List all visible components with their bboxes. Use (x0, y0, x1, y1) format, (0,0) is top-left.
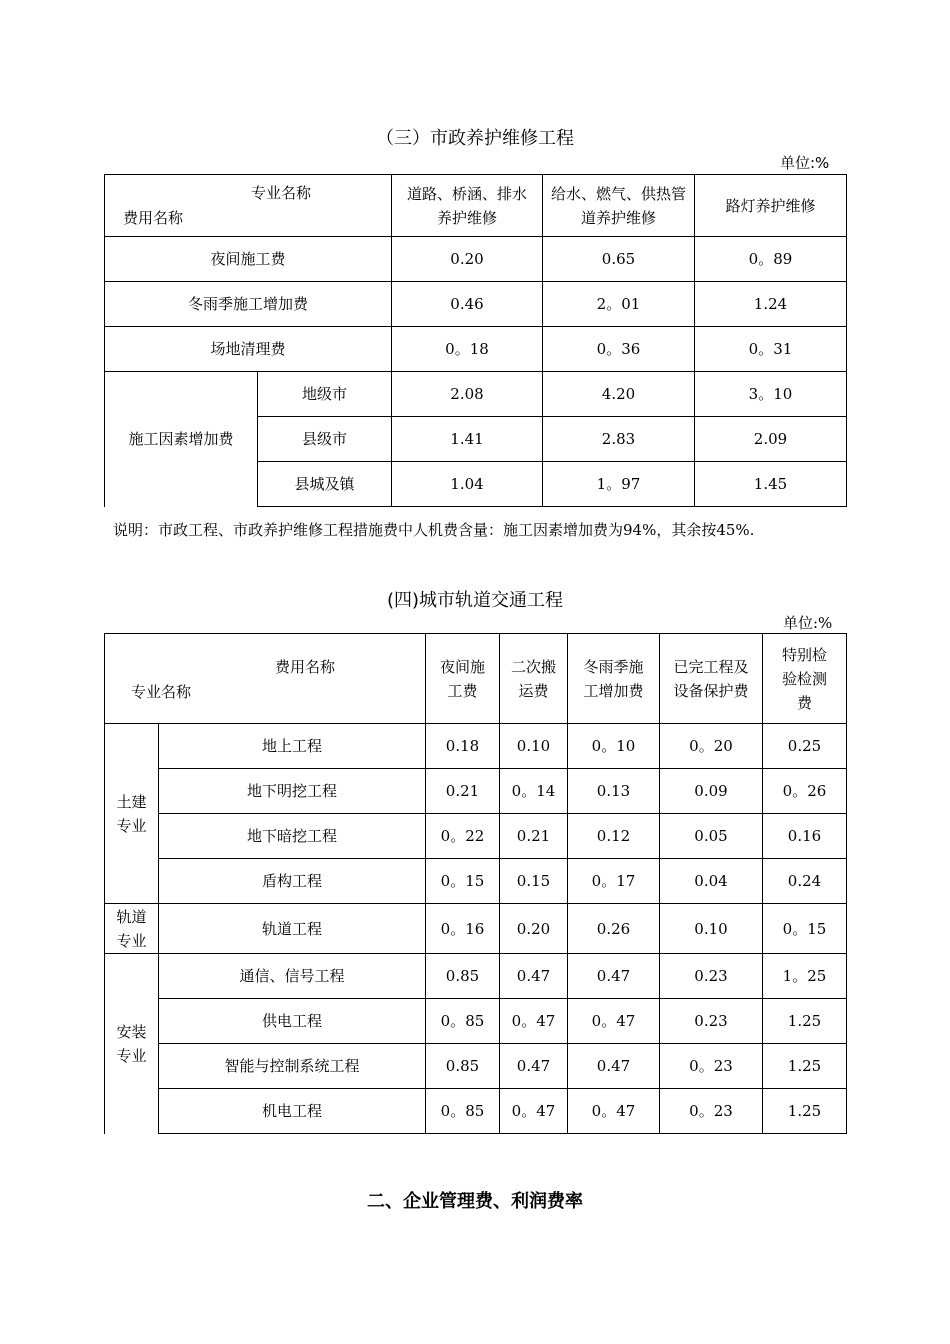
cell-value: 0.85 (426, 954, 500, 999)
cell-value: 2.08 (392, 372, 543, 417)
cell-value: 3。10 (695, 372, 847, 417)
section4-col-header: 已完工程及设备保护费 (660, 634, 763, 724)
group-label: 轨道专业 (105, 904, 159, 954)
cell-value: 0.15 (500, 859, 568, 904)
group-label: 安装专业 (105, 954, 159, 1134)
cell-value: 0。10 (568, 724, 660, 769)
cell-value: 0.21 (426, 769, 500, 814)
cell-value: 0。18 (392, 327, 543, 372)
cell-value: 0.26 (568, 904, 660, 954)
cell-value: 0。47 (500, 1089, 568, 1134)
section3-unit: 单位:% (780, 154, 830, 172)
section4-title: (四)城市轨道交通工程 (386, 590, 564, 611)
section4-corner-header (105, 634, 426, 724)
section3-note: 说明：市政工程、市政养护维修工程措施费中人机费含量：施工因素增加费为94%，其余按45%. (113, 521, 755, 539)
section3-corner-top: 专业名称 (251, 184, 312, 202)
row-label: 机电工程 (159, 1089, 426, 1134)
cell-value: 0.46 (392, 282, 543, 327)
cell-value: 0。47 (568, 999, 660, 1044)
cell-value: 1.45 (695, 462, 847, 507)
cell-value: 0.20 (392, 237, 543, 282)
cell-value: 0.13 (568, 769, 660, 814)
cell-value: 0.12 (568, 814, 660, 859)
section3-col3-header: 路灯养护维修 (695, 175, 847, 237)
cell-value: 0。85 (426, 999, 500, 1044)
cell-value: 0.47 (500, 954, 568, 999)
cell-value: 0.47 (568, 1044, 660, 1089)
cell-value: 0.20 (500, 904, 568, 954)
cell-value: 0.85 (426, 1044, 500, 1089)
cell-value: 0。85 (426, 1089, 500, 1134)
row-label: 县城及镇 (258, 462, 392, 507)
cell-value: 1.04 (392, 462, 543, 507)
section4-col-header: 特别检验检测费 (763, 634, 847, 724)
row-label: 夜间施工费 (105, 237, 392, 282)
cell-value: 0.16 (763, 814, 847, 859)
cell-value: 0。23 (660, 1044, 763, 1089)
cell-value: 0。16 (426, 904, 500, 954)
cell-value: 0.10 (500, 724, 568, 769)
section3-col1-header: 道路、桥涵、排水养护维修 (392, 175, 543, 237)
cell-value: 0。22 (426, 814, 500, 859)
section3-corner-bottom: 费用名称 (123, 209, 184, 227)
cell-value: 0.47 (568, 954, 660, 999)
cell-value: 1.25 (763, 1089, 847, 1134)
cell-value: 1.25 (763, 999, 847, 1044)
row-label: 冬雨季施工增加费 (105, 282, 392, 327)
cell-value: 0.47 (500, 1044, 568, 1089)
cell-value: 0。31 (695, 327, 847, 372)
section4-col-header: 二次搬运费 (500, 634, 568, 724)
row-label: 地级市 (258, 372, 392, 417)
cell-value: 4.20 (543, 372, 695, 417)
cell-value: 0.10 (660, 904, 763, 954)
group-label: 土建专业 (105, 724, 159, 904)
row-label: 通信、信号工程 (159, 954, 426, 999)
cell-value: 0。26 (763, 769, 847, 814)
cell-value: 0.23 (660, 954, 763, 999)
section4-col-header: 夜间施工费 (426, 634, 500, 724)
cell-value: 1.25 (763, 1044, 847, 1089)
cell-value: 0.05 (660, 814, 763, 859)
cell-value: 0。14 (500, 769, 568, 814)
cell-value: 0。17 (568, 859, 660, 904)
group-label: 施工因素增加费 (105, 372, 258, 507)
row-label: 地上工程 (159, 724, 426, 769)
cell-value: 0.18 (426, 724, 500, 769)
cell-value: 0。36 (543, 327, 695, 372)
section3-col2-header: 给水、燃气、供热管道养护维修 (543, 175, 695, 237)
row-label: 地下暗挖工程 (159, 814, 426, 859)
cell-value: 0.24 (763, 859, 847, 904)
cell-value: 0.09 (660, 769, 763, 814)
cell-value: 2.83 (543, 417, 695, 462)
cell-value: 0.25 (763, 724, 847, 769)
cell-value: 0。47 (500, 999, 568, 1044)
cell-value: 0。20 (660, 724, 763, 769)
section4-corner-bottom: 专业名称 (131, 683, 192, 701)
section4-col-header: 冬雨季施工增加费 (568, 634, 660, 724)
cell-value: 0。23 (660, 1089, 763, 1134)
section4-unit: 单位:% (783, 614, 833, 632)
section3-corner-header (105, 175, 392, 237)
cell-value: 1。25 (763, 954, 847, 999)
row-label: 供电工程 (159, 999, 426, 1044)
cell-value: 0.65 (543, 237, 695, 282)
cell-value: 0。47 (568, 1089, 660, 1134)
section4-table (104, 633, 847, 1134)
cell-value: 0.23 (660, 999, 763, 1044)
cell-value: 0。89 (695, 237, 847, 282)
row-label: 轨道工程 (159, 904, 426, 954)
cell-value: 1.41 (392, 417, 543, 462)
cell-value: 0.21 (500, 814, 568, 859)
cell-value: 1.24 (695, 282, 847, 327)
row-label: 场地清理费 (105, 327, 392, 372)
row-label: 地下明挖工程 (159, 769, 426, 814)
row-label: 县级市 (258, 417, 392, 462)
cell-value: 0。15 (763, 904, 847, 954)
cell-value: 2.09 (695, 417, 847, 462)
row-label: 盾构工程 (159, 859, 426, 904)
section3-title: （三）市政养护维修工程 (376, 128, 574, 149)
section-next-title: 二、企业管理费、利润费率 (367, 1191, 583, 1212)
section4-corner-top: 费用名称 (275, 658, 336, 676)
cell-value: 0.04 (660, 859, 763, 904)
cell-value: 1。97 (543, 462, 695, 507)
cell-value: 0。15 (426, 859, 500, 904)
row-label: 智能与控制系统工程 (159, 1044, 426, 1089)
section3-table (104, 174, 847, 507)
cell-value: 2。01 (543, 282, 695, 327)
